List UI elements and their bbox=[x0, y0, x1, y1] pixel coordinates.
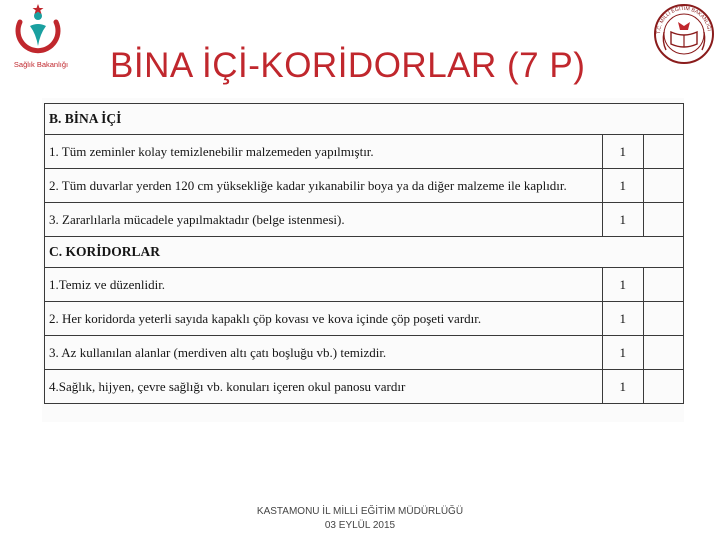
score-cell: 1 bbox=[603, 135, 644, 169]
section-header: B. BİNA İÇİ bbox=[45, 104, 684, 135]
empty-cell bbox=[643, 336, 684, 370]
table-row bbox=[45, 370, 684, 404]
health-ministry-emblem-icon bbox=[10, 4, 66, 60]
criterion-text: 3. Zararlılarla mücadele yapılmaktadır (belge istenmesi). bbox=[45, 203, 603, 237]
criterion-text: 4.Sağlık, hijyen, çevre sağlığı vb. konuları içeren okul panosu vardır bbox=[45, 370, 603, 404]
section-header-row bbox=[45, 104, 684, 135]
education-ministry-seal-icon bbox=[652, 2, 716, 66]
empty-cell bbox=[643, 135, 684, 169]
score-cell: 1 bbox=[603, 169, 644, 203]
table-row bbox=[45, 169, 684, 203]
score-cell: 1 bbox=[603, 336, 644, 370]
section-header: C. KORİDORLAR bbox=[45, 237, 684, 268]
health-ministry-text: Sağlık Bakanlığı bbox=[13, 60, 69, 69]
page-title: BİNA İÇİ-KORİDORLAR (7 P) bbox=[110, 46, 586, 85]
table-row bbox=[45, 135, 684, 169]
criterion-text: 2. Her koridorda yeterli sayıda kapaklı çöp kovası ve kova içinde çöp poşeti vardır. bbox=[45, 302, 603, 336]
empty-cell bbox=[643, 370, 684, 404]
criterion-text: 1. Tüm zeminler kolay temizlenebilir malzemeden yapılmıştır. bbox=[45, 135, 603, 169]
score-cell: 1 bbox=[603, 302, 644, 336]
empty-cell bbox=[643, 302, 684, 336]
table-row bbox=[45, 268, 684, 302]
criterion-text: 1.Temiz ve düzenlidir. bbox=[45, 268, 603, 302]
education-ministry-logo bbox=[652, 2, 716, 66]
health-ministry-logo bbox=[6, 4, 68, 72]
checklist-table bbox=[44, 103, 684, 404]
footer bbox=[220, 505, 500, 533]
table-row bbox=[45, 336, 684, 370]
inspection-form-scan bbox=[42, 98, 684, 422]
empty-cell bbox=[643, 203, 684, 237]
footer-date: 03 EYLÜL 2015 bbox=[324, 520, 396, 531]
seal-text: T.C. MİLLİ EĞİTİM BAKANLIĞI bbox=[655, 5, 712, 35]
score-cell: 1 bbox=[603, 370, 644, 404]
criterion-text: 3. Az kullanılan alanlar (merdiven altı çatı boşluğu vb.) temizdir. bbox=[45, 336, 603, 370]
section-header-row bbox=[45, 237, 684, 268]
empty-cell bbox=[643, 169, 684, 203]
table-row bbox=[45, 203, 684, 237]
footer-organization: KASTAMONU İL MİLLİ EĞİTİM MÜDÜRLÜĞÜ bbox=[256, 506, 464, 517]
criterion-text: 2. Tüm duvarlar yerden 120 cm yüksekliğe kadar yıkanabilir boya ya da diğer malzeme ile kaplıdır. bbox=[45, 169, 603, 203]
empty-cell bbox=[643, 268, 684, 302]
score-cell: 1 bbox=[603, 203, 644, 237]
score-cell: 1 bbox=[603, 268, 644, 302]
table-row bbox=[45, 302, 684, 336]
